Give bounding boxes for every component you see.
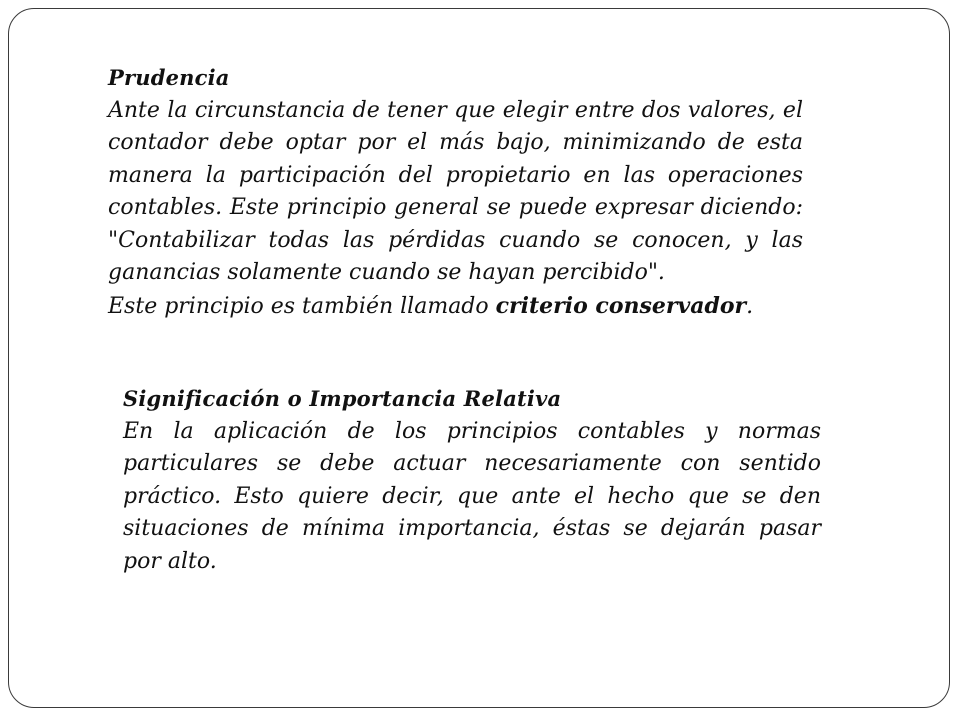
significacion-paragraph: En la aplicación de los principios contables y normas particulares se debe actuar necesariamente con sentido práctico. Esto quiere decir, que ante el hecho que se den situaciones de mínima importancia, éstas se dejarán pasar por alto. bbox=[123, 418, 821, 574]
prudencia-paragraph: Ante la circunstancia de tener que elegir entre dos valores, el contador debe optar por el más bajo, minimizando de esta manera la participación del propietario en las operaciones contables. Este principio general se puede expresar diciendo: "Contabilizar todas las pérdidas cuando se conocen, y las ganancias solamente cuando se hayan percibido". bbox=[108, 97, 803, 285]
prudencia-closing-suffix: . bbox=[746, 293, 754, 319]
prudencia-title: Prudencia bbox=[108, 65, 230, 90]
prudencia-section bbox=[108, 62, 803, 323]
prudencia-closing bbox=[108, 290, 803, 324]
significacion-section bbox=[123, 383, 821, 578]
criterio-conservador-term: criterio conservador bbox=[495, 292, 747, 319]
significacion-title: Significación o Importancia Relativa bbox=[123, 386, 562, 411]
prudencia-closing-prefix: Este principio es también llamado bbox=[108, 293, 496, 319]
